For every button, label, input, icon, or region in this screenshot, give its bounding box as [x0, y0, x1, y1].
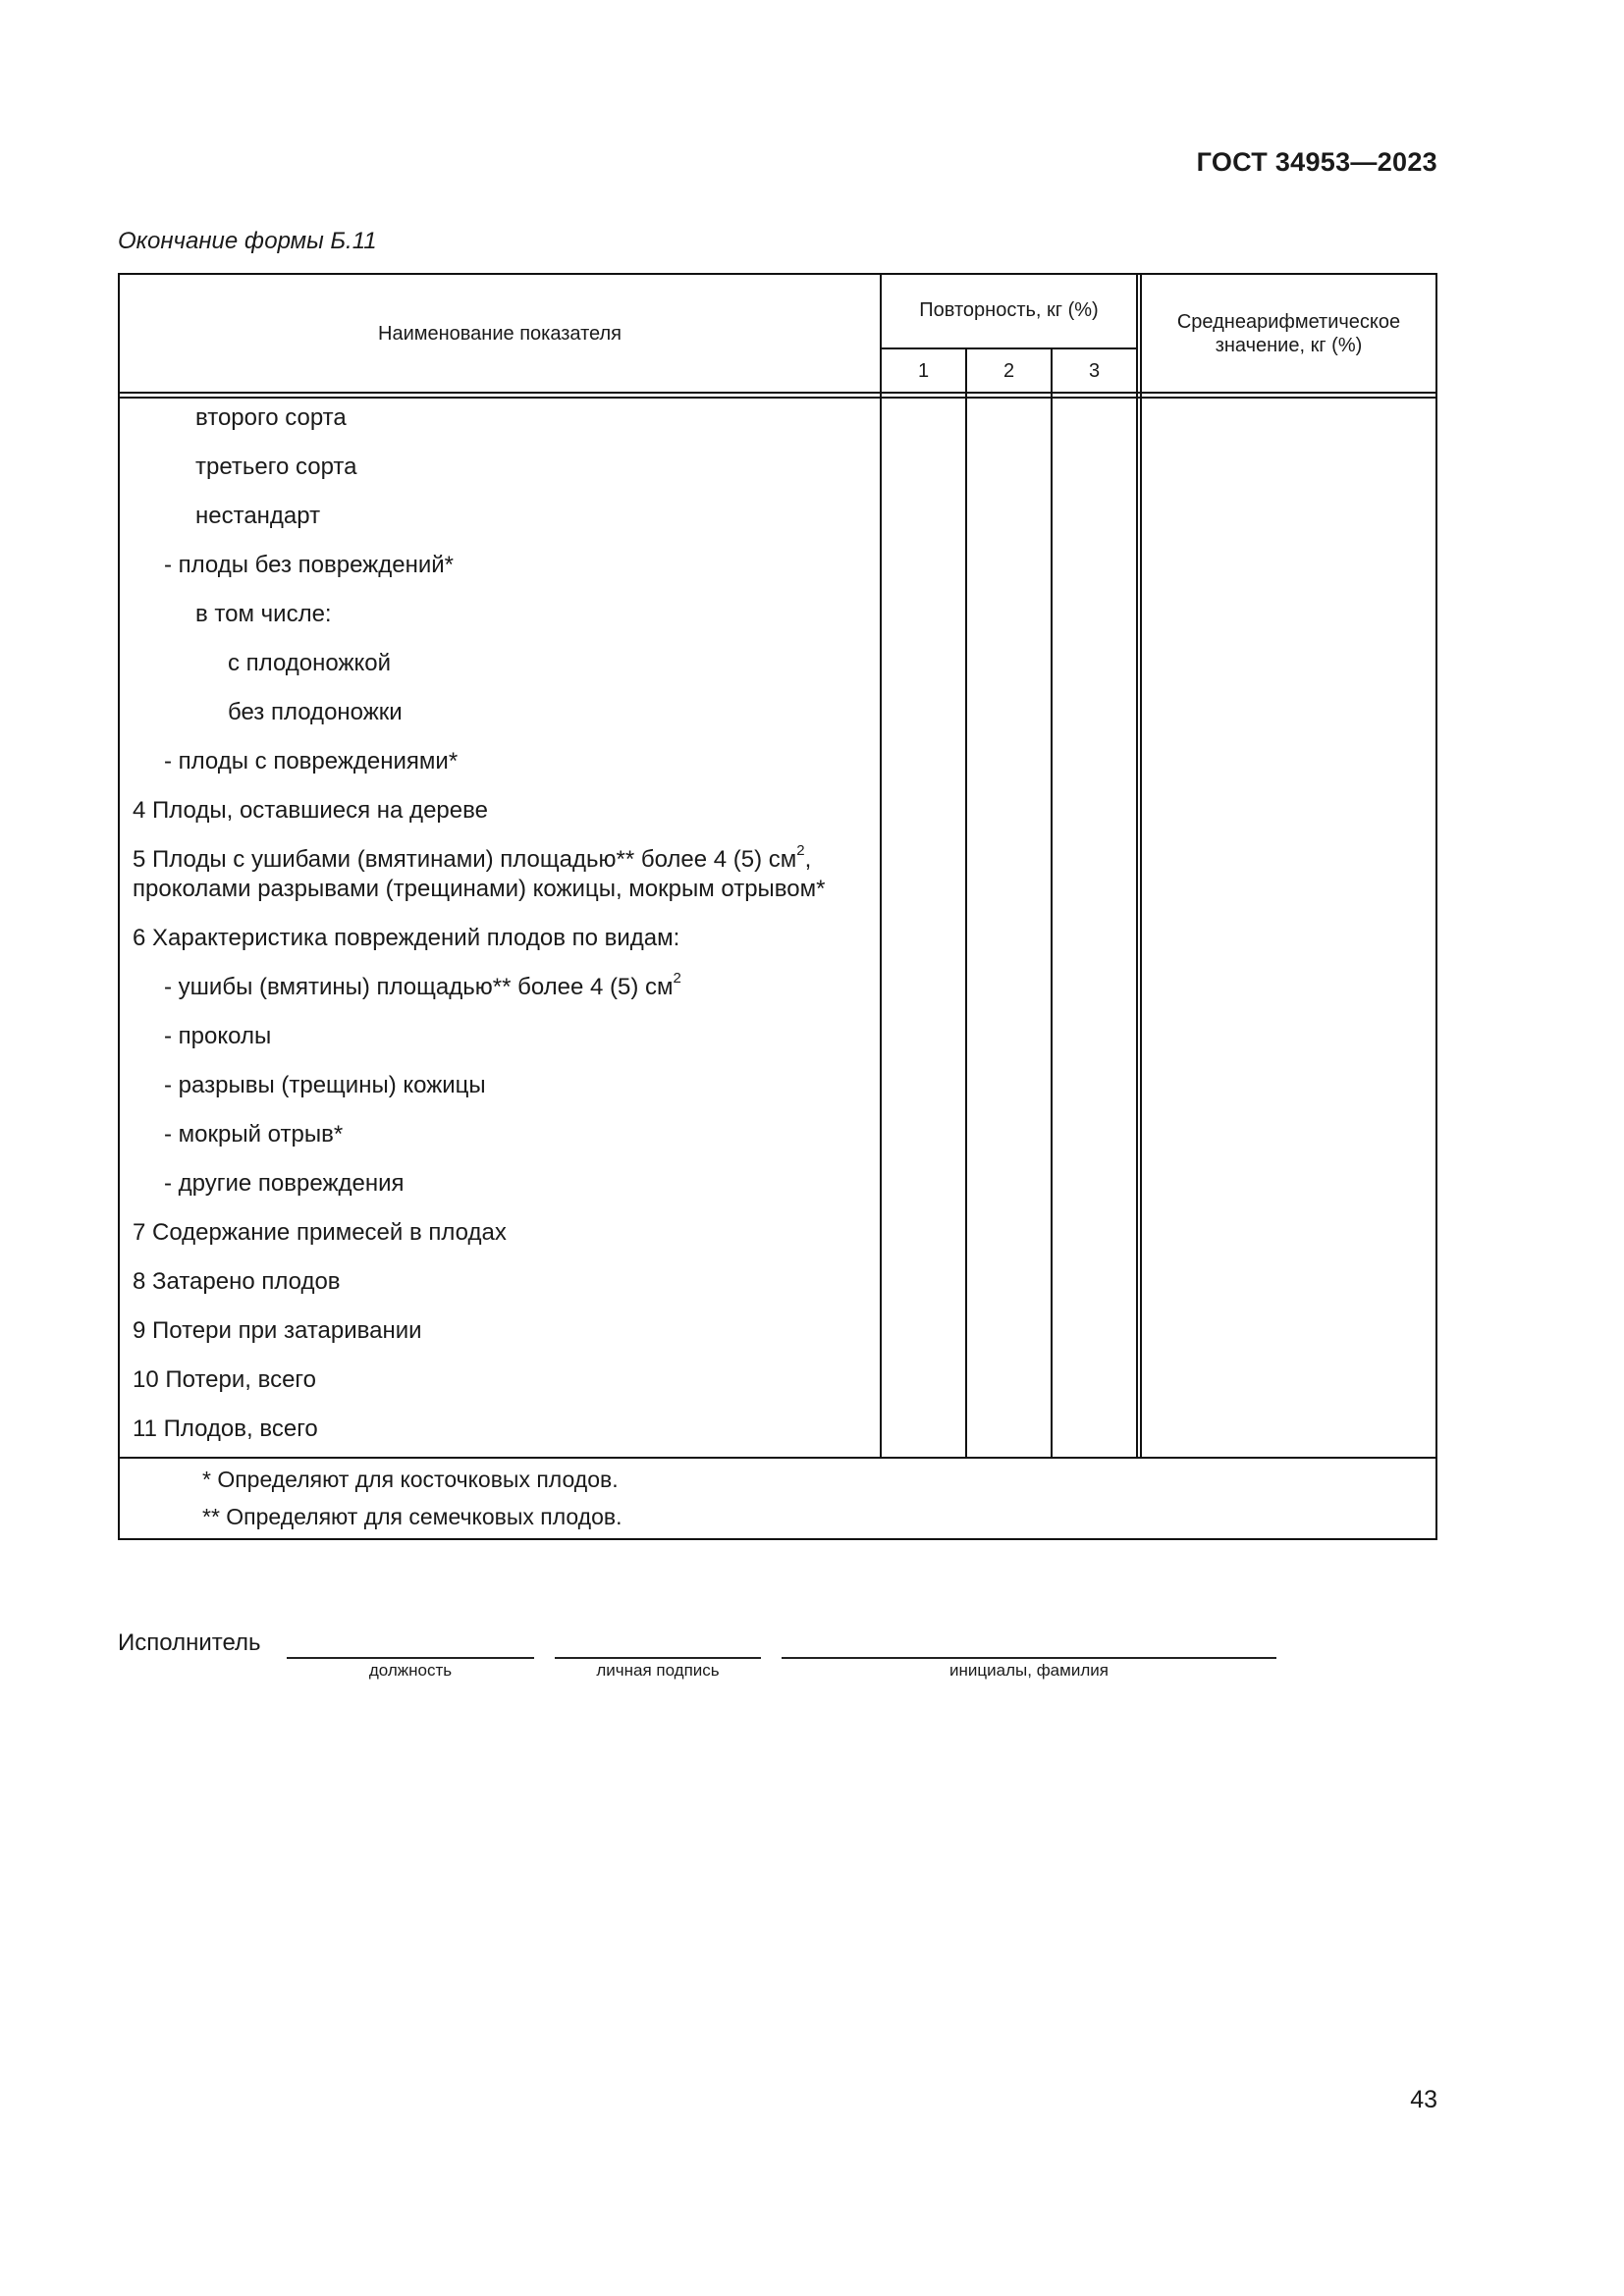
table-row: 11 Плодов, всего [133, 1415, 318, 1442]
table-row: второго сорта [195, 404, 347, 431]
header-average [1142, 310, 1435, 357]
header-name: Наименование показателя [378, 323, 622, 345]
table-row: - проколы [164, 1023, 272, 1049]
table-row [164, 970, 681, 1002]
header-repeat-1: 1 [917, 360, 930, 382]
header-average-line2: значение, кг (%) [1215, 335, 1363, 356]
table-row: 4 Плоды, оставшиеся на дереве [133, 797, 488, 824]
table-row: - мокрый отрыв* [164, 1121, 344, 1148]
table-row: 7 Содержание примесей в плодах [133, 1219, 507, 1246]
table-row: - другие повреждения [164, 1170, 405, 1197]
table-row: - разрывы (трещины) кожицы [164, 1072, 486, 1098]
superscript: 2 [673, 970, 681, 987]
table-row: без плодоножки [228, 699, 403, 725]
table-row: нестандарт [195, 503, 321, 529]
header-average-line1: Среднеарифметическое [1176, 311, 1401, 333]
col-divider [965, 347, 967, 1457]
page-number: 43 [1410, 2086, 1437, 2113]
table-row [133, 842, 826, 904]
document-code: ГОСТ 34953—2023 [1196, 147, 1437, 177]
table-row: в том числе: [195, 601, 332, 627]
row-text: 5 Плоды с ушибами (вмятинами) площадью** более 4 (5) см [133, 846, 797, 873]
signature-line-signature [555, 1657, 761, 1659]
table-row: 8 Затарено плодов [133, 1268, 341, 1295]
footnote-pome-fruit: ** Определяют для семечковых плодов. [202, 1504, 623, 1529]
subheader-divider [880, 347, 1138, 349]
col-divider [1136, 275, 1138, 1457]
signature-line-name [782, 1657, 1276, 1659]
signature-line-position [287, 1657, 534, 1659]
row-text-line2: проколами разрывами (трещинами) кожицы, мокрым отрывом* [133, 876, 826, 902]
form-table [118, 273, 1437, 1540]
header-repeat-3: 3 [1088, 360, 1101, 382]
col-divider [1140, 275, 1142, 1457]
table-row: - плоды с повреждениями* [164, 748, 459, 774]
col-divider [880, 275, 882, 1457]
header-divider [120, 397, 1435, 399]
footnote-stone-fruit: * Определяют для косточковых плодов. [202, 1467, 619, 1492]
table-row: третьего сорта [195, 454, 357, 480]
caption-position: должность [368, 1661, 453, 1680]
table-row: - плоды без повреждений* [164, 552, 454, 578]
table-row: 9 Потери при затаривании [133, 1317, 422, 1344]
notes-divider [120, 1457, 1435, 1459]
table-row: 10 Потери, всего [133, 1366, 316, 1393]
form-caption: Окончание формы Б.11 [118, 228, 377, 254]
header-repeat-2: 2 [1002, 360, 1015, 382]
row-text: - ушибы (вмятины) площадью** более 4 (5) см [164, 974, 674, 1000]
caption-name: инициалы, фамилия [949, 1661, 1109, 1680]
col-divider [1051, 347, 1053, 1457]
caption-signature: личная подпись [596, 1661, 720, 1680]
header-repeat: Повторность, кг (%) [919, 299, 1099, 321]
table-row: 6 Характеристика повреждений плодов по видам: [133, 925, 680, 951]
header-divider [120, 392, 1435, 394]
row-tail: , [804, 846, 812, 873]
table-row: с плодоножкой [228, 650, 392, 676]
superscript: 2 [796, 842, 805, 859]
executor-label: Исполнитель [118, 1629, 261, 1656]
